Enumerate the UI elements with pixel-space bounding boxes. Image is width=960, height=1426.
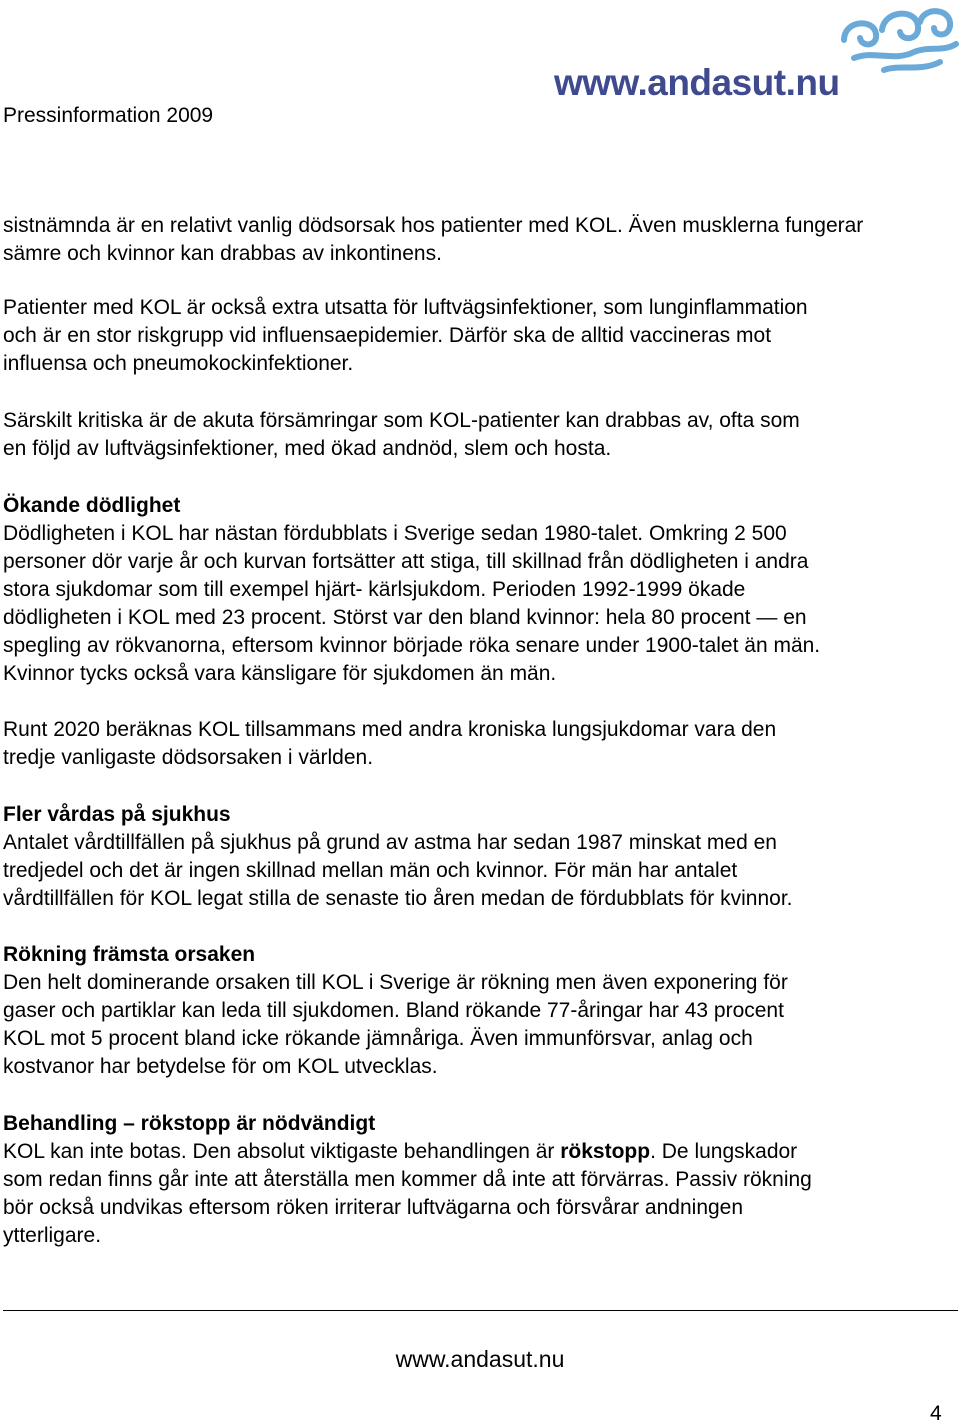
text-line: bör också undvikas eftersom röken irriterar luftvägarna och försvårar andningen — [3, 1196, 744, 1219]
text-line: Patienter med KOL är också extra utsatta för luftvägsinfektioner, som lunginflammation — [3, 296, 808, 319]
text-line: personer dör varje år och kurvan fortsätter att stiga, till skillnad från dödligheten i andra — [3, 550, 809, 573]
text-line: ytterligare. — [3, 1224, 102, 1247]
text-line: spegling av rökvanorna, eftersom kvinnor började röka senare under 1900-talet än män. — [3, 634, 821, 657]
text-line: Dödligheten i KOL har nästan fördubblats i Sverige sedan 1980-talet. Omkring 2 500 — [3, 522, 787, 545]
text-line: KOL mot 5 procent bland icke rökande jämnåriga. Även immunförsvar, anlag och — [3, 1027, 753, 1050]
footer-divider — [3, 1310, 958, 1311]
section-fler-vardas — [3, 801, 957, 913]
paragraph-2 — [3, 294, 957, 378]
section-heading: Behandling – rökstopp är nödvändigt — [3, 1112, 376, 1135]
section-behandling — [3, 1110, 957, 1250]
swirl-logo-icon — [824, 0, 960, 76]
text-line: tredjedel och det är ingen skillnad mellan män och kvinnor. För män har antalet — [3, 859, 738, 882]
text-line: tredje vanligaste dödsorsaken i världen. — [3, 746, 374, 769]
section-heading: Rökning främsta orsaken — [3, 943, 256, 966]
text-line: en följd av luftvägsinfektioner, med ökad andnöd, slem och hosta. — [3, 437, 612, 460]
paragraph-1 — [3, 212, 957, 268]
header-title: Pressinformation 2009 — [3, 104, 214, 127]
text-line: Den helt dominerande orsaken till KOL i Sverige är rökning men även exponering för — [3, 971, 788, 994]
page-number: 4 — [930, 1402, 942, 1425]
text-line: kostvanor har betydelse för om KOL utvecklas. — [3, 1055, 438, 1078]
text-line: stora sjukdomar som till exempel hjärt- kärlsjukdom. Perioden 1992-1999 ökade — [3, 578, 746, 601]
paragraph-3 — [3, 407, 957, 463]
text-line: Antalet vårdtillfällen på sjukhus på grund av astma har sedan 1987 minskat med en — [3, 831, 777, 854]
text-line: dödligheten i KOL med 23 procent. Störst var den bland kvinnor: hela 80 procent — en — [3, 606, 807, 629]
text-line: och är en stor riskgrupp vid influensaepidemier. Därför ska de alltid vaccineras mot — [3, 324, 772, 347]
text-line: influensa och pneumokockinfektioner. — [3, 352, 354, 375]
text-line: vårdtillfällen för KOL legat stilla de senaste tio åren medan de fördubblats för kvinnor. — [3, 887, 793, 910]
andasut-logo — [552, 0, 960, 104]
footer-url: www.andasut.nu — [395, 1346, 565, 1372]
section-heading: Fler vårdas på sjukhus — [3, 803, 231, 826]
section-heading: Ökande dödlighet — [3, 494, 181, 517]
text-line: som redan finns går inte att återställa men kommer då inte att förvärras. Passiv rökning — [3, 1168, 812, 1191]
text-segment: KOL kan inte botas. Den absolut viktigaste behandlingen är — [3, 1140, 561, 1163]
text-line: Särskilt kritiska är de akuta försämringar som KOL-patienter kan drabbas av, ofta som — [3, 409, 800, 432]
text-line: gaser och partiklar kan leda till sjukdomen. Bland rökande 77-åringar har 43 procent — [3, 999, 784, 1022]
text-line: sistnämnda är en relativt vanlig dödsorsak hos patienter med KOL. Även musklerna fungerar — [3, 214, 864, 237]
text-line: sämre och kvinnor kan drabbas av inkontinens. — [3, 242, 442, 265]
text-line: Runt 2020 beräknas KOL tillsammans med andra kroniska lungsjukdomar vara den — [3, 718, 777, 741]
paragraph-5 — [3, 716, 957, 772]
logo-text: www.andasut.nu — [554, 62, 840, 103]
emphasis-rokstopp: rökstopp — [560, 1140, 651, 1163]
section-rokning — [3, 941, 957, 1081]
text-line: Kvinnor tycks också vara känsligare för sjukdomen än män. — [3, 662, 557, 685]
text-line — [3, 1138, 957, 1166]
text-segment: . De lungskador — [650, 1140, 798, 1163]
section-okande-dodlighet — [3, 492, 957, 688]
